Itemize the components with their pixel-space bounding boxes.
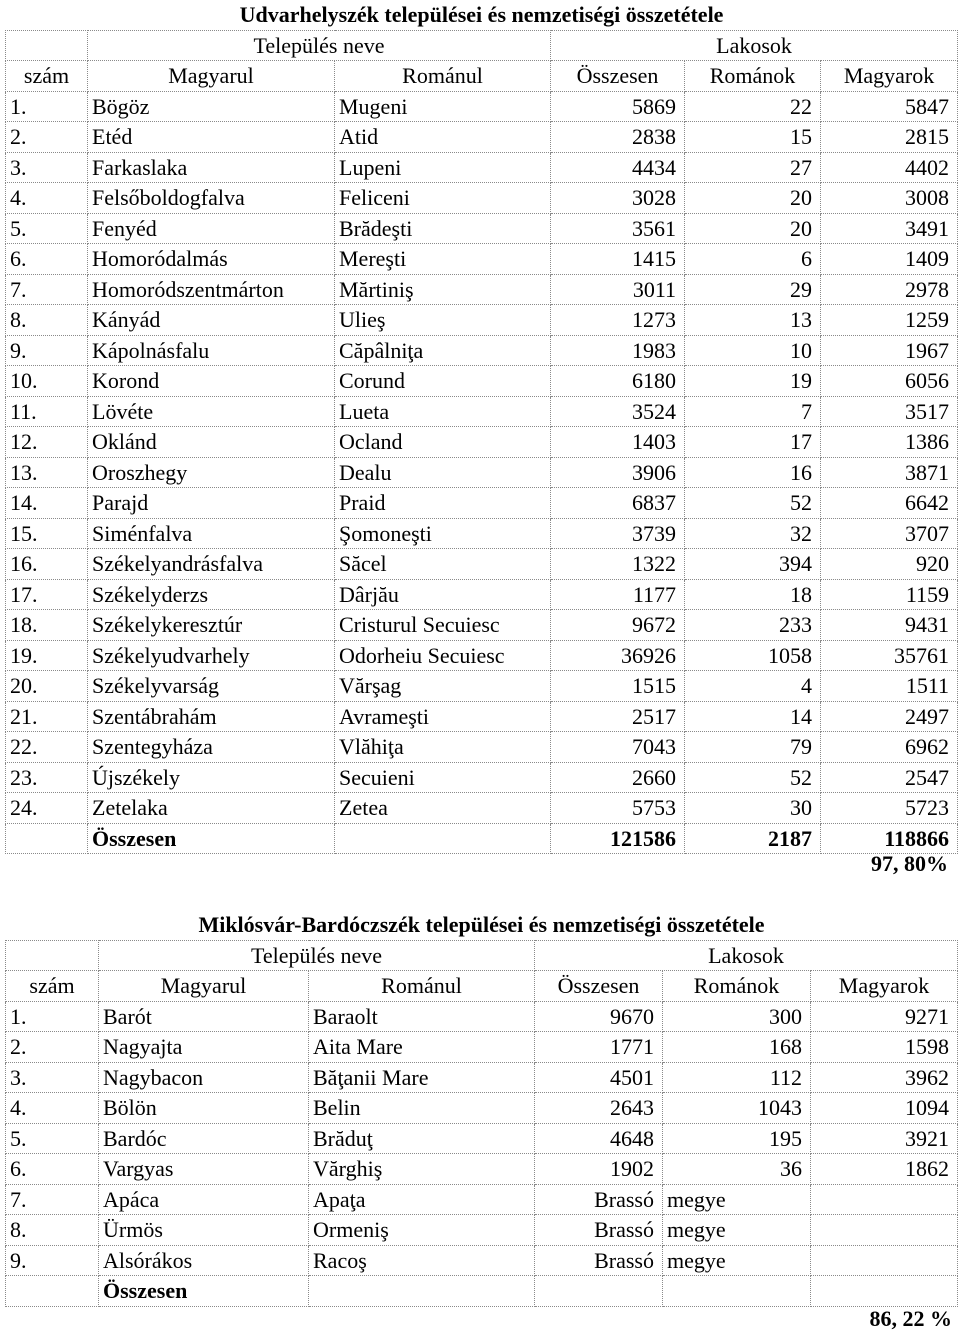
table-row [6,701,958,732]
column-header: Románok [663,971,811,1002]
hungarian-count: 1259 [821,305,958,336]
table1-settlement-header: Település neve [88,30,551,61]
row-number: 22. [6,732,88,763]
table-row [6,1215,958,1246]
romanian-name: Apaţa [309,1184,535,1215]
romanian-count: 4 [685,671,821,702]
county-note: megye [663,1215,811,1246]
hungarian-name: Apáca [99,1184,309,1215]
empty-cell [309,1276,535,1307]
hungarian-count: 2978 [821,274,958,305]
empty-cell [535,1276,663,1307]
hungarian-name: Ürmös [99,1215,309,1246]
miklosvar-bardocszek-table [5,910,958,1307]
table-row [6,457,958,488]
table-row [6,793,958,824]
row-number: 21. [6,701,88,732]
romanian-name: Săcel [335,549,551,580]
romanian-name: Brădeşti [335,213,551,244]
table-row [6,762,958,793]
romanian-name: Căpâlniţa [335,335,551,366]
romanian-name: Corund [335,366,551,397]
hungarian-name: Zetelaka [88,793,335,824]
hungarian-name: Etéd [88,122,335,153]
hungarian-count: 3962 [811,1062,958,1093]
empty-cell [811,1215,958,1246]
row-number: 15. [6,518,88,549]
table1-population-header: Lakosok [551,30,958,61]
romanian-count: 300 [663,1001,811,1032]
total-population: 1403 [551,427,685,458]
table2-settlement-header: Település neve [99,940,535,971]
table2-group-header-row [6,940,958,971]
county-note: megye [663,1245,811,1276]
row-number: 14. [6,488,88,519]
hungarian-name: Homoródszentmárton [88,274,335,305]
total-population: 6837 [551,488,685,519]
hungarian-name: Nagybacon [99,1062,309,1093]
hungarian-count: 3871 [821,457,958,488]
column-header: Románul [309,971,535,1002]
table-row [6,1062,958,1093]
romanian-count: 195 [663,1123,811,1154]
column-header: Magyarul [88,61,335,92]
total-population: 9672 [551,610,685,641]
column-header: Összesen [535,971,663,1002]
row-number: 18. [6,610,88,641]
romanian-name: Băţanii Mare [309,1062,535,1093]
hungarian-count: 920 [821,549,958,580]
hungarian-count: 1159 [821,579,958,610]
row-number: 4. [6,1093,99,1124]
hungarian-name: Vargyas [99,1154,309,1185]
hungarian-count: 5847 [821,91,958,122]
row-number: 4. [6,183,88,214]
row-number: 9. [6,335,88,366]
table-row [6,549,958,580]
hungarian-name: Barót [99,1001,309,1032]
romanian-count: 52 [685,488,821,519]
row-number: 8. [6,1215,99,1246]
table2-title: Miklósvár-Bardóczszék települései és nemzetiségi összetétele [198,912,765,938]
romanian-count: 19 [685,366,821,397]
hungarian-name: Oklánd [88,427,335,458]
hungarian-count: 4402 [821,152,958,183]
table-row [6,1245,958,1276]
romanian-name: Mugeni [335,91,551,122]
hungarian-count: 3008 [821,183,958,214]
table-row [6,640,958,671]
romanian-name: Baraolt [309,1001,535,1032]
total-label: Összesen [88,823,335,854]
table-row [6,1154,958,1185]
romanian-name: Lueta [335,396,551,427]
hungarian-count: 35761 [821,640,958,671]
column-header: Románul [335,61,551,92]
table2-population-header: Lakosok [535,940,958,971]
romanian-name: Feliceni [335,183,551,214]
row-number: 13. [6,457,88,488]
romanian-count: 79 [685,732,821,763]
empty-cell [335,823,551,854]
total-population: 4501 [535,1062,663,1093]
romanian-name: Cristurul Secuiesc [335,610,551,641]
hungarian-name: Fenyéd [88,213,335,244]
table2-column-header-row [6,971,958,1002]
total-population: 1273 [551,305,685,336]
hungarian-count: 6642 [821,488,958,519]
table-row [6,1001,958,1032]
romanian-name: Mereşti [335,244,551,275]
table-row [6,610,958,641]
total-population: 9670 [535,1001,663,1032]
romanian-name: Dealu [335,457,551,488]
table-row [6,122,958,153]
row-number: 6. [6,244,88,275]
empty-cell [6,823,88,854]
table2-total-row [6,1276,958,1307]
total-population: 5869 [551,91,685,122]
row-number: 17. [6,579,88,610]
hungarian-count: 1511 [821,671,958,702]
row-number: 7. [6,274,88,305]
county-note: Brassó [535,1215,663,1246]
row-number: 6. [6,1154,99,1185]
romanian-count: 112 [663,1062,811,1093]
total-population: 1322 [551,549,685,580]
romanian-count: 27 [685,152,821,183]
total-population: 3524 [551,396,685,427]
romanian-name: Şomoneşti [335,518,551,549]
hungarian-count: 2497 [821,701,958,732]
empty-cell [811,1184,958,1215]
table1-group-header-row [6,30,958,61]
row-number: 1. [6,91,88,122]
table1-column-header-row [6,61,958,92]
romanian-name: Ocland [335,427,551,458]
total-population: 5753 [551,793,685,824]
hungarian-count: 3517 [821,396,958,427]
total-population: 36926 [551,640,685,671]
hungarian-count: 9271 [811,1001,958,1032]
row-number: 3. [6,1062,99,1093]
romanian-name: Ulieş [335,305,551,336]
row-number: 2. [6,122,88,153]
hungarian-name: Kápolnásfalu [88,335,335,366]
hungarian-count: 2547 [821,762,958,793]
romanian-count: 20 [685,183,821,214]
row-number: 12. [6,427,88,458]
hungarian-name: Siménfalva [88,518,335,549]
total-population: 1771 [535,1032,663,1063]
hungarian-count: 6056 [821,366,958,397]
romanian-count: 16 [685,457,821,488]
table-row [6,1093,958,1124]
romanian-count: 29 [685,274,821,305]
romanian-name: Racoş [309,1245,535,1276]
romanian-count: 52 [685,762,821,793]
hungarian-count: 3707 [821,518,958,549]
hungarian-count: 2815 [821,122,958,153]
total-population: 3561 [551,213,685,244]
column-header: Magyarok [811,971,958,1002]
romanian-count: 30 [685,793,821,824]
row-number: 3. [6,152,88,183]
hungarian-name: Oroszhegy [88,457,335,488]
romanian-name: Secuieni [335,762,551,793]
column-header: Magyarul [99,971,309,1002]
romanian-count: 168 [663,1032,811,1063]
total-population: 1983 [551,335,685,366]
total-population: 2517 [551,701,685,732]
table-row [6,366,958,397]
row-number: 5. [6,1123,99,1154]
row-number: 16. [6,549,88,580]
romanian-count: 17 [685,427,821,458]
hungarian-name: Bögöz [88,91,335,122]
romanian-name: Odorheiu Secuiesc [335,640,551,671]
row-number: 19. [6,640,88,671]
romanian-name: Avrameşti [335,701,551,732]
total-population: 3028 [551,183,685,214]
romanian-name: Atid [335,122,551,153]
column-header: Összesen [551,61,685,92]
romanian-count: 15 [685,122,821,153]
romanian-count: 18 [685,579,821,610]
hungarian-name: Lövéte [88,396,335,427]
column-header: szám [6,61,88,92]
hungarian-count: 5723 [821,793,958,824]
column-header: szám [6,971,99,1002]
hungarian-count: 1094 [811,1093,958,1124]
empty-cell [6,1276,99,1307]
hungarian-name: Kányád [88,305,335,336]
total-population: 1415 [551,244,685,275]
hungarian-count: 1409 [821,244,958,275]
total-population: 1177 [551,579,685,610]
hungarian-count: 6962 [821,732,958,763]
romanian-count: 1043 [663,1093,811,1124]
romanian-name: Dârjău [335,579,551,610]
hungarian-name: Székelykeresztúr [88,610,335,641]
hungarian-name: Székelyandrásfalva [88,549,335,580]
romanian-name: Vărşag [335,671,551,702]
hungarian-name: Alsórákos [99,1245,309,1276]
table-row [6,488,958,519]
total-romanian: 2187 [685,823,821,854]
row-number: 9. [6,1245,99,1276]
row-number: 20. [6,671,88,702]
empty-cell [811,1276,958,1307]
row-number: 5. [6,213,88,244]
row-number: 23. [6,762,88,793]
column-header: Románok [685,61,821,92]
hungarian-name: Bölön [99,1093,309,1124]
row-number: 2. [6,1032,99,1063]
row-number: 1. [6,1001,99,1032]
column-header: Magyarok [821,61,958,92]
hungarian-count: 3491 [821,213,958,244]
udvarhelyszek-table [5,0,958,854]
hungarian-count: 1386 [821,427,958,458]
table-row [6,91,958,122]
hungarian-name: Székelyudvarhely [88,640,335,671]
hungarian-count: 1967 [821,335,958,366]
hungarian-name: Parajd [88,488,335,519]
hungarian-name: Székelyvarság [88,671,335,702]
row-number: 24. [6,793,88,824]
table2-hungarian-percentage: 86, 22 % [869,1306,952,1331]
row-number: 8. [6,305,88,336]
romanian-name: Vărghiş [309,1154,535,1185]
total-label: Összesen [99,1276,309,1307]
table-row [6,579,958,610]
romanian-name: Praid [335,488,551,519]
county-note: megye [663,1184,811,1215]
hungarian-name: Farkaslaka [88,152,335,183]
total-population: 1515 [551,671,685,702]
romanian-count: 20 [685,213,821,244]
romanian-count: 233 [685,610,821,641]
hungarian-count: 1598 [811,1032,958,1063]
romanian-name: Ormeniş [309,1215,535,1246]
row-number: 7. [6,1184,99,1215]
hungarian-count: 9431 [821,610,958,641]
romanian-count: 22 [685,91,821,122]
romanian-name: Mărtiniş [335,274,551,305]
romanian-count: 10 [685,335,821,366]
romanian-count: 32 [685,518,821,549]
hungarian-name: Bardóc [99,1123,309,1154]
row-number: 10. [6,366,88,397]
hungarian-name: Homoródalmás [88,244,335,275]
hungarian-name: Székelyderzs [88,579,335,610]
hungarian-count: 3921 [811,1123,958,1154]
table-row [6,732,958,763]
empty-cell [663,1276,811,1307]
hungarian-name: Szentábrahám [88,701,335,732]
hungarian-name: Korond [88,366,335,397]
romanian-count: 13 [685,305,821,336]
row-number: 11. [6,396,88,427]
table-row [6,518,958,549]
hungarian-name: Újszékely [88,762,335,793]
romanian-name: Vlăhiţa [335,732,551,763]
romanian-name: Zetea [335,793,551,824]
total-population: 2660 [551,762,685,793]
total-population: 1902 [535,1154,663,1185]
table-row [6,1184,958,1215]
total-population: 3739 [551,518,685,549]
county-note: Brassó [535,1245,663,1276]
table-row [6,427,958,458]
romanian-name: Lupeni [335,152,551,183]
empty-cell [811,1245,958,1276]
table-row [6,335,958,366]
romanian-name: Belin [309,1093,535,1124]
hungarian-name: Nagyajta [99,1032,309,1063]
total-population: 3011 [551,274,685,305]
total-population: 4648 [535,1123,663,1154]
county-note: Brassó [535,1184,663,1215]
hungarian-name: Szentegyháza [88,732,335,763]
total-population: 6180 [551,366,685,397]
total-population: 4434 [551,152,685,183]
romanian-count: 6 [685,244,821,275]
table-row [6,305,958,336]
table-row [6,244,958,275]
total-population: 2643 [535,1093,663,1124]
table-row [6,1123,958,1154]
table-row [6,213,958,244]
total-population: 3906 [551,457,685,488]
hungarian-count: 1862 [811,1154,958,1185]
table-row [6,274,958,305]
romanian-name: Aita Mare [309,1032,535,1063]
table1-title: Udvarhelyszék települései és nemzetiségi összetétele [239,2,724,28]
total-population: 7043 [551,732,685,763]
romanian-name: Brăduţ [309,1123,535,1154]
total-population: 2838 [551,122,685,153]
table1-total-row [6,823,958,854]
table1-hungarian-percentage: 97, 80% [871,851,948,876]
table-row [6,183,958,214]
romanian-count: 7 [685,396,821,427]
hungarian-name: Felsőboldogfalva [88,183,335,214]
total-hungarian: 118866 [821,823,958,854]
total-population: 121586 [551,823,685,854]
romanian-count: 14 [685,701,821,732]
romanian-count: 394 [685,549,821,580]
table-row [6,396,958,427]
romanian-count: 36 [663,1154,811,1185]
table-row [6,152,958,183]
table-row [6,1032,958,1063]
table-row [6,671,958,702]
romanian-count: 1058 [685,640,821,671]
